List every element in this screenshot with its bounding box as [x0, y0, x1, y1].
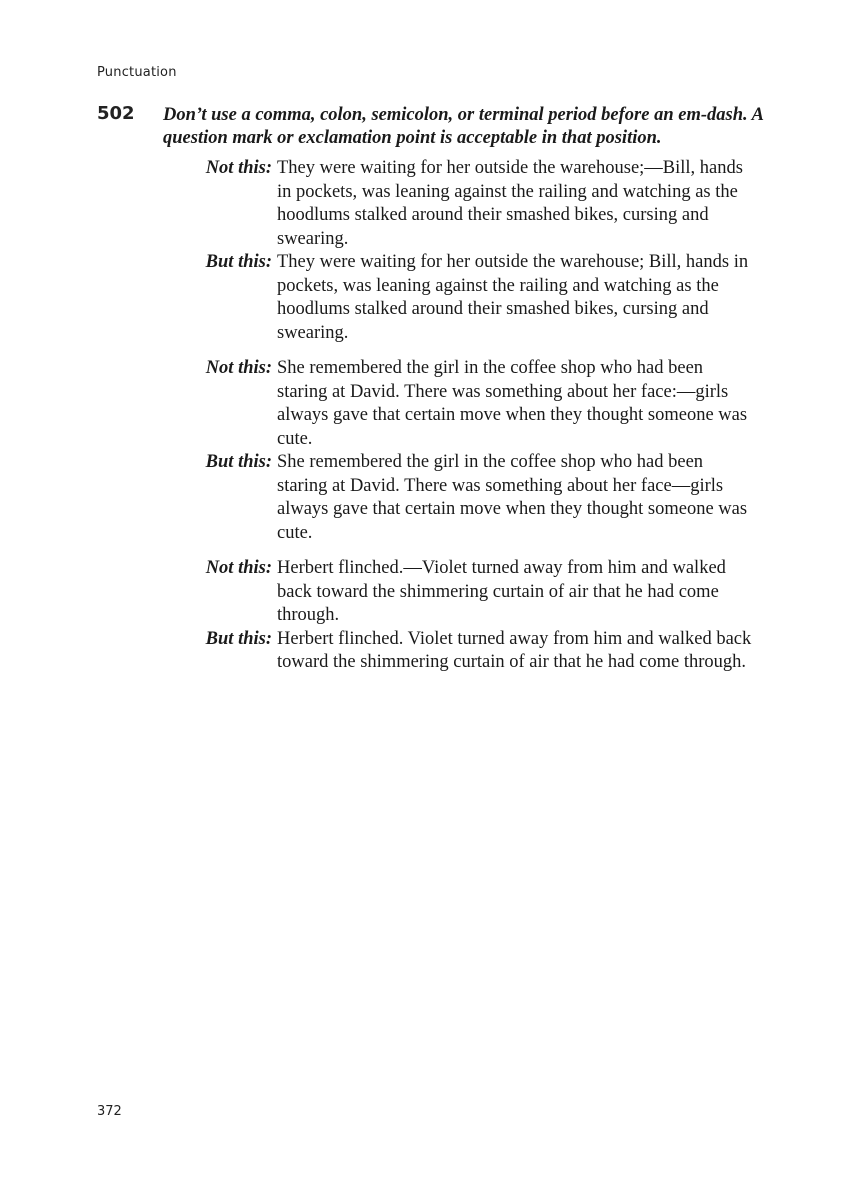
incorrect-example: [190, 157, 770, 251]
not-this-label: Not this:: [205, 158, 272, 178]
incorrect-example: [190, 357, 770, 451]
rule-statement: Don’t use a comma, colon, semicolon, or terminal period before an em-dash. A question mark or exclamation point is acceptable in that position.: [163, 105, 763, 148]
not-this-text: Herbert flinched.—Violet turned away from him and walked back toward the shimmering curtain of air that he had come through.: [277, 558, 726, 625]
rule-number: 502: [97, 103, 135, 124]
but-this-text: They were waiting for her outside the warehouse; Bill, hands in pockets, was leaning against the railing and watching as the hoodlums stalked around their smashed bikes, cursing and swearing.: [277, 252, 749, 343]
correct-example: [190, 628, 770, 675]
but-this-label: But this:: [205, 452, 272, 472]
incorrect-example: [190, 557, 770, 628]
page-number: 372: [97, 1104, 122, 1119]
not-this-label: Not this:: [205, 358, 272, 378]
correct-example: [190, 451, 770, 545]
but-this-text: She remembered the girl in the coffee shop who had been staring at David. There was something about her face—girls always gave that certain move when they thought someone was cute.: [277, 452, 748, 543]
example-group-1: [190, 157, 770, 345]
but-this-label: But this:: [205, 628, 272, 649]
example-group-2: [190, 357, 770, 545]
not-this-label: Not this:: [205, 558, 272, 578]
example-group-3: [190, 557, 770, 675]
correct-example: [190, 251, 770, 345]
but-this-label: But this:: [205, 252, 272, 272]
running-head: Punctuation: [97, 65, 177, 80]
examples-list: [190, 157, 770, 687]
but-this-text: Herbert flinched. Violet turned away from him and walked back toward the shimmering curtain of air that he had come through.: [277, 628, 752, 672]
not-this-text: She remembered the girl in the coffee shop who had been staring at David. There was something about her face:—girls always gave that certain move when they thought someone was cute.: [277, 358, 748, 449]
not-this-text: They were waiting for her outside the warehouse;—Bill, hands in pockets, was leaning against the railing and watching as the hoodlums stalked around their smashed bikes, cursing and swearing.: [277, 158, 743, 249]
